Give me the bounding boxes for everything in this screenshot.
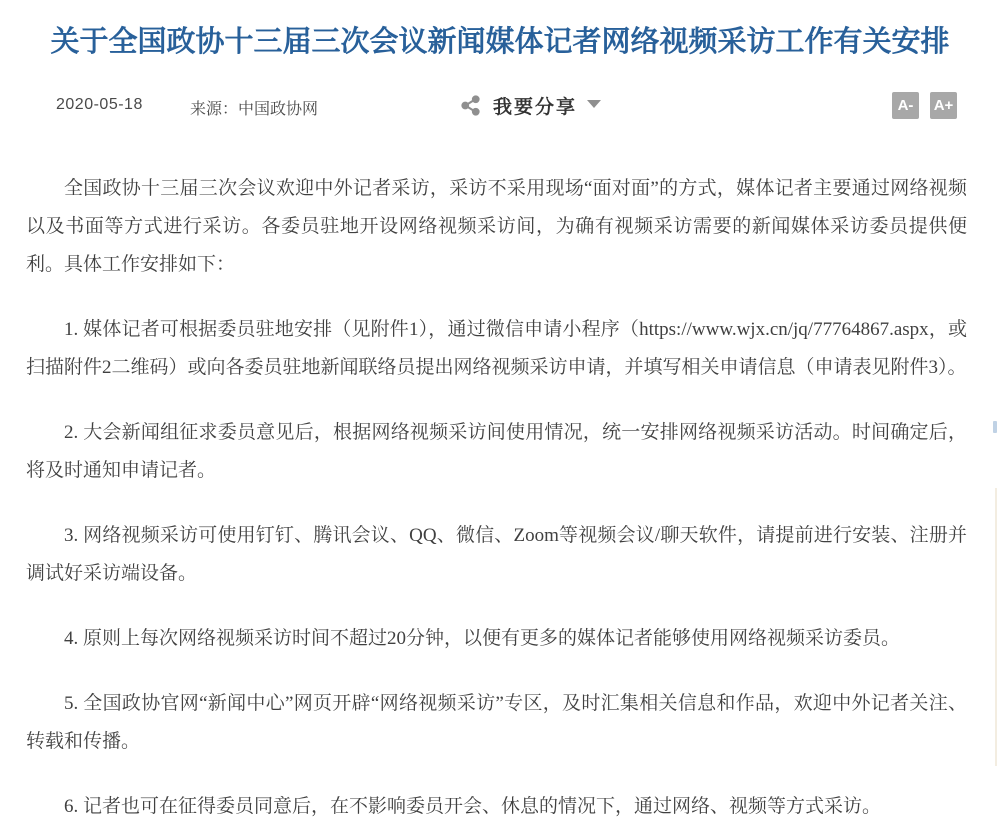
paragraph-item-2: 2. 大会新闻组征求委员意见后，根据网络视频采访间使用情况，统一安排网络视频采访活动。时间确定后，将及时通知申请记者。 <box>26 422 967 481</box>
font-size-controls <box>892 92 957 119</box>
paragraph-item-3: 3. 网络视频采访可使用钉钉、腾讯会议、QQ、微信、Zoom等视频会议/聊天软件，请提前进行安装、注册并调试好采访端设备。 <box>26 525 967 584</box>
article-source: 来源：中国政协网 <box>190 101 319 118</box>
font-increase-button[interactable]: A+ <box>930 92 957 119</box>
share-icon <box>460 95 481 116</box>
article-body <box>26 170 967 825</box>
scroll-marker <box>993 421 997 433</box>
paragraph-item-4: 4. 原则上每次网络视频采访时间不超过20分钟，以便有更多的媒体记者能够使用网络视频采访委员。 <box>64 628 901 649</box>
share-control[interactable] <box>460 92 601 119</box>
article-meta-row <box>0 92 1000 124</box>
paragraph-item-6: 6. 记者也可在征得委员同意后，在不影响委员开会、休息的情况下，通过网络、视频等方式采访。 <box>64 796 882 817</box>
paragraph-item-1: 1. 媒体记者可根据委员驻地安排（见附件1），通过微信申请小程序（https://www.wjx.cn/jq/77764867.aspx，或扫描附件2二维码）或向各委员驻地新闻联络员提出网络视频采访申请，并填写相关申请信息（申请表见附件3）。 <box>26 319 967 378</box>
chevron-down-icon <box>587 100 601 108</box>
share-label: 我要分享 <box>493 97 578 118</box>
paragraph-item-5: 5. 全国政协官网“新闻中心”网页开辟“网络视频采访”专区，及时汇集相关信息和作品，欢迎中外记者关注、转载和传播。 <box>26 693 967 752</box>
font-decrease-button[interactable]: A- <box>892 92 919 119</box>
page-scrollbar[interactable] <box>995 488 997 766</box>
publish-date: 2020-05-18 <box>56 96 143 113</box>
paragraph-intro: 全国政协十三届三次会议欢迎中外记者采访，采访不采用现场“面对面”的方式，媒体记者主要通过网络视频以及书面等方式进行采访。各委员驻地开设网络视频采访间，为确有视频采访需要的新闻媒体采访委员提供便利。具体工作安排如下： <box>26 178 967 275</box>
page-title: 关于全国政协十三届三次会议新闻媒体记者网络视频采访工作有关安排 <box>50 26 950 58</box>
